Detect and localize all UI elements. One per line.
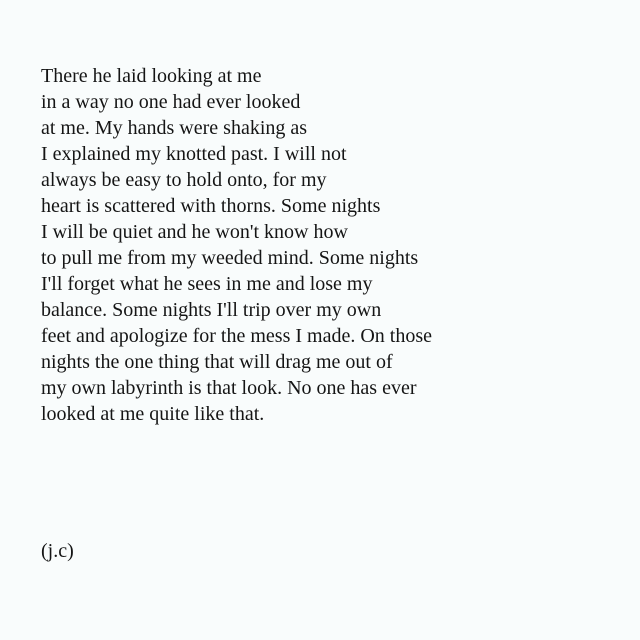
author-signature: (j.c): [41, 540, 74, 562]
poem-line: my own labyrinth is that look. No one has ever: [41, 377, 417, 399]
poem-line: I explained my knotted past. I will not: [41, 143, 347, 165]
poem-line: heart is scattered with thorns. Some nights: [41, 195, 381, 217]
poem-line: in a way no one had ever looked: [41, 91, 301, 113]
poem-line: looked at me quite like that.: [41, 403, 265, 425]
poem-line: always be easy to hold onto, for my: [41, 169, 327, 191]
poem-line: I will be quiet and he won't know how: [41, 221, 348, 243]
poem-line: I'll forget what he sees in me and lose my: [41, 273, 373, 295]
poem-line: feet and apologize for the mess I made. On those: [41, 325, 432, 347]
poem-text: [41, 63, 601, 427]
poem-line: nights the one thing that will drag me out of: [41, 351, 393, 373]
poem-line: to pull me from my weeded mind. Some nights: [41, 247, 419, 269]
poem-line: at me. My hands were shaking as: [41, 117, 308, 139]
poem-line: There he laid looking at me: [41, 65, 262, 87]
poem-line: balance. Some nights I'll trip over my own: [41, 299, 382, 321]
